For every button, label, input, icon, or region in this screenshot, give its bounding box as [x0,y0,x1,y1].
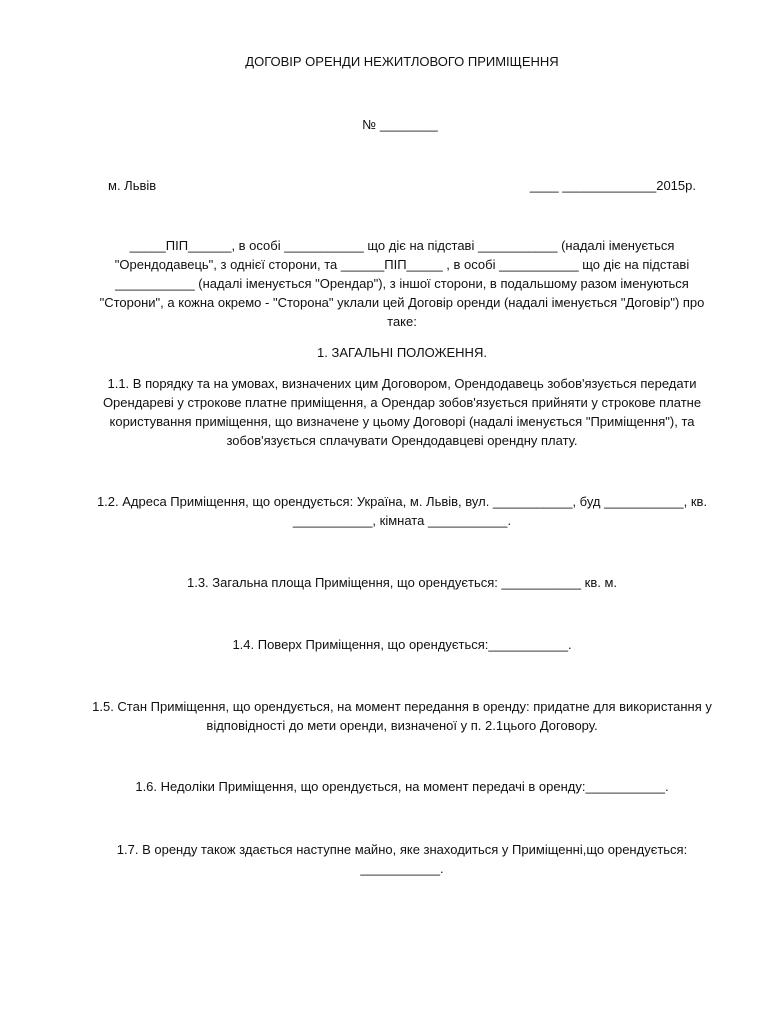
section-1-heading [86,343,718,362]
contract-date: ____ _____________2015р. [529,178,696,193]
clause-line: 1.5. Стан Приміщення, що орендується, на момент передання в оренду: придатне для використання у [92,699,712,714]
intro-paragraph [86,236,718,331]
clause-line: 1.3. Загальна площа Приміщення, що орендується: ___________ кв. м. [186,575,618,590]
clause-1-3 [86,573,718,592]
clause-line: 1.4. Поверх Приміщення, що орендується:___________. [232,637,572,652]
clause-line: 1.7. В оренду також здається наступне майно, яке знаходиться у Приміщенні,що орендується: [116,842,688,857]
clause-1-2 [86,492,718,530]
intro-line: "Сторони", а кожна окремо - "Сторона" уклали цей Договір оренди (надалі іменується "Договір") про [99,295,705,310]
intro-line: _____ПІП______, в особі ___________ що діє на підставі ___________ (надалі іменується [129,238,675,253]
intro-line: ___________ (надалі іменується "Орендар"), з іншої сторони, в подальшому разом іменуються [115,276,689,291]
clause-line: 1.6. Недоліки Приміщення, що орендується, на момент передачі в оренду:___________. [135,779,669,794]
clause-1-5 [86,697,718,735]
intro-line: таке: [387,314,417,329]
contract-number: № ________ [362,117,438,132]
clause-1-4 [86,635,718,654]
clause-line: 1.2. Адреса Приміщення, що орендується: Україна, м. Львів, вул. ___________, буд ___________, кв. [96,494,708,509]
section-title: 1. ЗАГАЛЬНІ ПОЛОЖЕННЯ. [317,345,487,360]
clause-1-1 [86,374,718,450]
clause-line: 1.1. В порядку та на умовах, визначених цим Договором, Орендодавець зобов'язується передати [107,376,697,391]
clause-line: користування приміщення, що визначене у цьому Договорі (надалі іменується "Приміщення"), та [109,414,695,429]
clause-line: відповідності до мети оренди, визначеної у п. 2.1цього Договору. [206,718,598,733]
clause-1-6 [86,777,718,796]
clause-line: ___________. [360,861,444,876]
clause-line: зобов'язується сплачувати Орендодавцеві орендну плату. [226,433,578,448]
clause-line: Орендареві у строкове платне приміщення, а Орендар зобов'язується прийняти у строкове платне [102,395,702,410]
intro-line: "Орендодавець", з однієї сторони, та ______ПІП_____ , в особі ___________ що діє на підставі [114,257,690,272]
clause-line: ___________, кімната ___________. [292,513,512,528]
city-label: м. Львів [108,178,157,193]
clause-1-7 [86,840,718,878]
document-title: ДОГОВІР ОРЕНДИ НЕЖИТЛОВОГО ПРИМІЩЕННЯ [245,54,559,69]
